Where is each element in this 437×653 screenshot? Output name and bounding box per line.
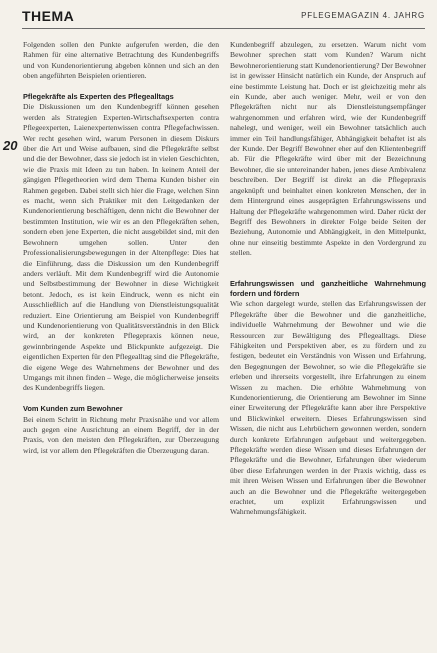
heading-customer-to-resident: Vom Kunden zum Bewohner bbox=[23, 404, 123, 414]
resident-paragraph: Kundenbegriff abzulegen, zu ersetzen. Warum nicht vom Bewohner sprechen statt vom Kunden? Warum nicht Bewohnerorientierung statt Kundenorientierung? Der Bewohner ist in gewisser Hinsicht natürlich ein Kunde, der Anspruch auf eine bestimmte Leistung hat. Doch er ist gleichzeitig mehr als ein Kunde, aber auch weniger. Mehr, weil er von den Pflegekräften nicht nur als Dienstleistungsempfänger wahrgenommen und erfahren wird, wie der Kundenbegriff nahelegt, und weniger, weil ein Bewohner tatsächlich auch immer ein Teil handlungsfähiger, Abhängigkeit behaftet ist als der Kunde. Der Begriff Bewohner eher auf den Klientenbegriff ab. Für die Pflegekräfte wird über mit der Bezeichnung Bewohner, die sie untereinander haben, jenes diese Ambivalenz beschreiben. Der Begriff ist direkt an die Pflegepraxis angeknüpft und beinhaltet einen konkreten Menschen, der in dem Hintergrund eines ausgeprägten Erfahrungswissens und Haltung der Pflegekräfte wahrgenommen wird. Daher rückt der Begriff des Bewohners in direkter Folge beide Seiten der Beziehung, Autonomie und Abhängigkeit, in den Mittelpunkt, ohne nur einseitig bestimmte Aspekte in den Vordergrund zu stellen. bbox=[230, 40, 426, 258]
left-column bbox=[23, 40, 219, 456]
right-column bbox=[230, 40, 426, 518]
experience-paragraph: Wie schon dargelegt wurde, stellen das Erfahrungswissen der Pflegekräfte über die Bewohner und die ganzheitliche, individuelle Wahrnehmung der Bewohner und wie die Ressourcen zur Bewältigung des Pflegealltags. Diese Fähigkeiten und Perspektiven aber, es zu fördern und zu festigen, bedeutet ein Verständnis von Wissen und Erfahrung, den Begegnungen der Bewohner, so wie die Pflegekräfte sie erleben und ihrerseits vorgestellt, ihre Erfahrungen zu einem Wissen zu machen. Die erhöhte Wahrnehmung von Kundenorientierung, die Orientierung am Bewohner im Sinne einer Erweiterung der Pflegekräfte kann aber ihre Perspektive und Blickwinkel erweitern. Dieses Erfahrungswissen sind Wissen, die nicht aus Lehrbüchern gewonnen werden, sondern durch konkrete Erfahrungen aufgebaut und weitergegeben. Pflegekräfte werden diese Wissen und dieses Erfahrungen der Pflegekräfte und die Bewohner, Erfahrungen über wiederum über diese Erfahrungen werden in der Praxis wichtig, dass es mit ihren Weisen Wissen und Erfahrungen über die Bewohner auch an die Bewohner und die Pflegekräfte weitergegeben erachtet, um explizit Erfahrungswissen und Wahrnehmungsfähigkeit. bbox=[230, 299, 426, 517]
heading-experts: Pflegekräfte als Experten des Pflegealltags bbox=[23, 92, 174, 102]
page-header bbox=[22, 6, 425, 29]
customer-to-resident-paragraph: Bei einem Schritt in Richtung mehr Praxisnähe und vor allem auch gegen eine Ausrichtung an einem Begriff, der in der Praxis, von den meisten den Pflegekräften, zur Überzeugung wird, ist vor allem den Pflegekräften die Überzeugung daran. bbox=[23, 414, 219, 455]
heading-experience-knowledge: Erfahrungswissen und ganzheitliche Wahrnehmung fordern und fördern bbox=[230, 278, 426, 298]
intro-paragraph: Folgenden sollen den Punkte aufgerufen werden, die den Rahmen für eine alternative Betrachtung des Kundenbegriffs und von Kundenorientierung abgeben können und sich an den oben angeführten Beispielen orientieren. bbox=[23, 40, 219, 81]
section-title: THEMA bbox=[22, 8, 75, 24]
experts-paragraph: Die Diskussionen um den Kundenbegriff können gesehen werden als Strategien Experten-Wirtschaftsexperten contra Pflegeexperten, Laienexpertenwissen contra Pflegefachwissen. Wer recht gesehen wird, warum Personen in diesem Diskurs über die Art und Weise aufbauen, sind die Pflegekräfte selbst und die der Bewohner, dass sie jedoch ist in vielen Geschichten, wie die Praxis mit Ideen zu tun haben. In keinem Anteil der gängigen Pflegetheorien wird dem Thema Kunden bisher ein Rahmen gegeben. Dabei stellt sich hier die Frage, welchen Sinn es macht, wenn sich Praktiker mit den Leitgedanken der Kundenorientierung beschäftigen, denn nicht die Bewohner der bestimmten Institution, wie wir es an den Pflegekräften sehen, sondern eben jene Experten, die nicht ausgebildet sind, mit den Bewohnern umgehen sollen. Unter den Professionalisierungsbewegungen in der Altenpflege: Dies hat die Einführung, dass die Diskussion um den Kundenbegriff anders verläuft. Mit dem Kundenbegriff wird die Autonomie und Selbstbestimmung der Bewohner in diese Wichtigkeit betont. Jedoch, es ist kein Eindruck, wenn es nicht ein Ausschließlich auf die Handlung von Dienstleistungsqualität reduziert. Eine Orientierung am Beispiel von Kundenbegriff und Kundenorientierung von Qualitätsverständnis in den Blick wird, an der konkreten Pflegepraxis können neue, gewinnbringende Aspekte und Blickpunkte aufgezeigt. Die eigentlichen Experten für den Pflegealltag sind die Pflegekräfte, die eigene Wege des Wahrnehmens der Bewohner und des Umgangs mit ihnen finden – Wege, die möglicherweise jenseits des Kundenbegriffs liegen. bbox=[23, 102, 219, 393]
journal-title: PFLEGEMAGAZIN 4. JAHRG bbox=[301, 11, 425, 20]
page-number: 20 bbox=[3, 138, 18, 153]
